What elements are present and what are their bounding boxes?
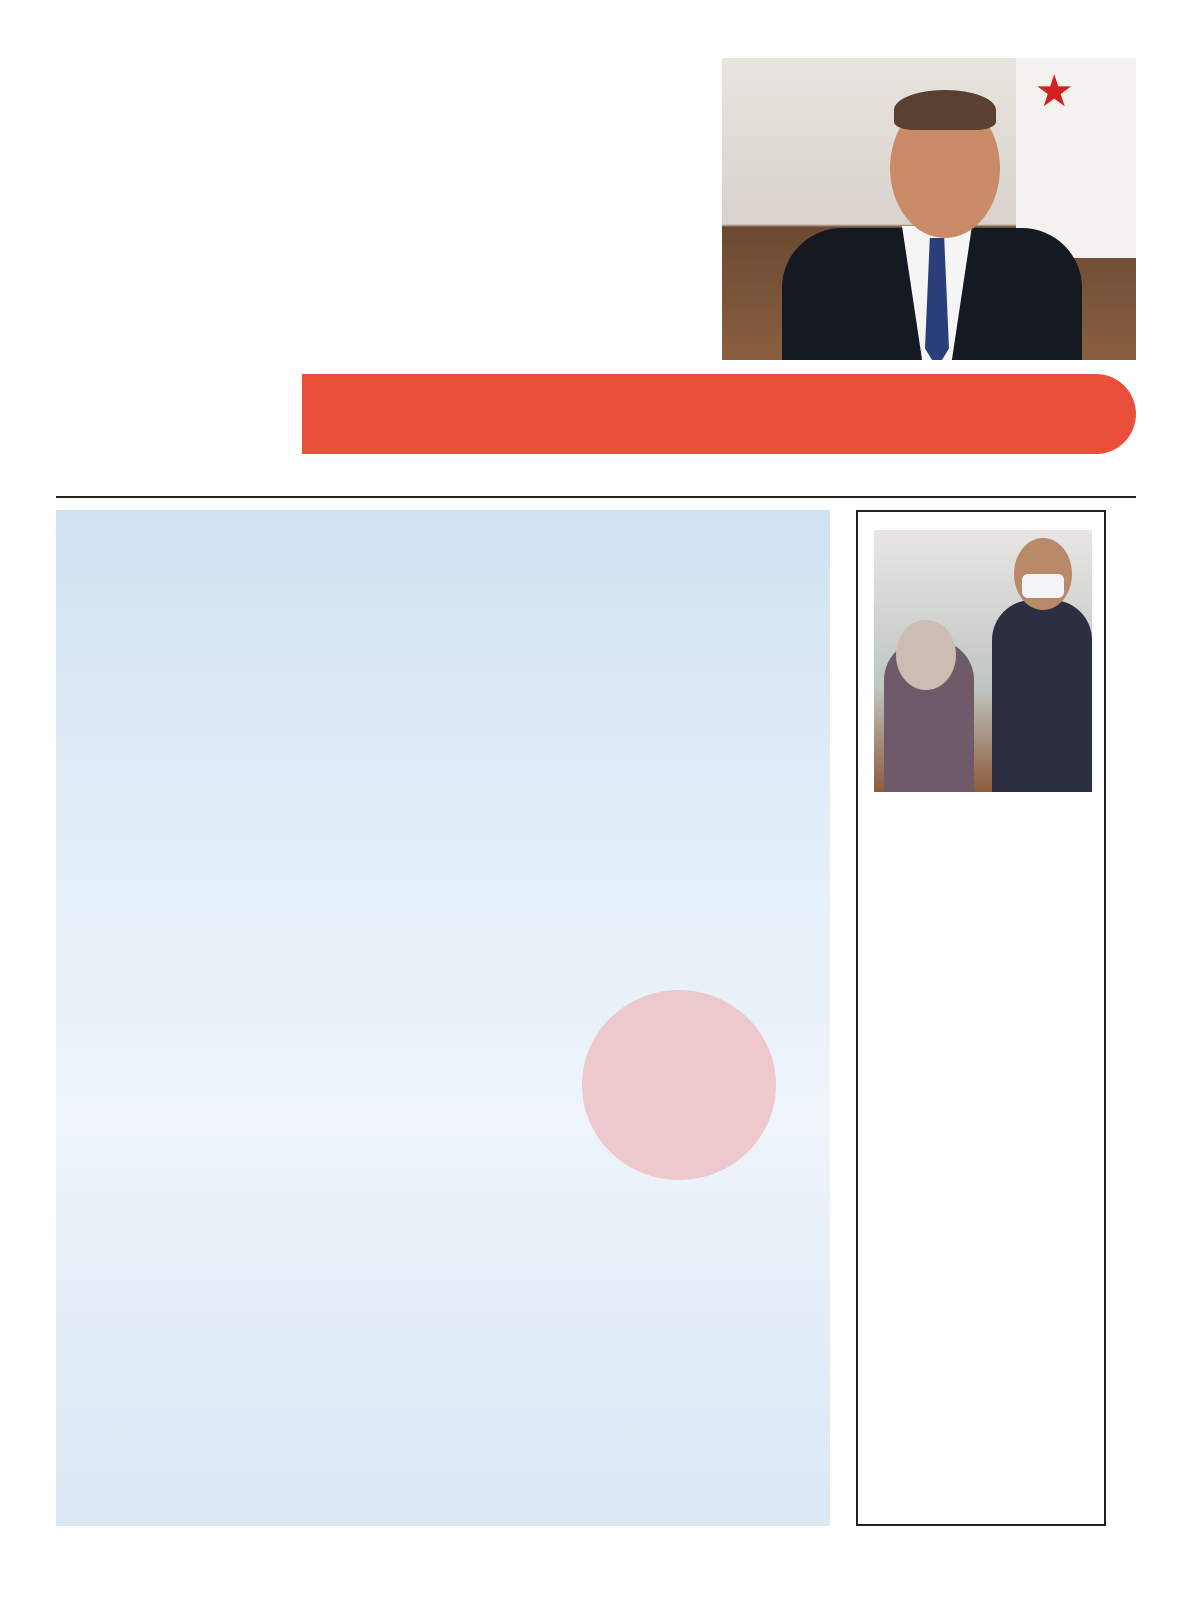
- masthead: [56, 368, 1136, 460]
- star-icon: ★: [1034, 66, 1074, 117]
- memorial-poster: [56, 510, 830, 1526]
- sidebar-story: [856, 510, 1106, 1526]
- visit-photo: [874, 530, 1092, 792]
- minister-photo: [722, 58, 1136, 360]
- masthead-banner: [302, 374, 1136, 454]
- watermark: [582, 990, 776, 1180]
- kha-logo: [56, 368, 344, 460]
- issue-info-bar: [56, 466, 1136, 498]
- flag: [1016, 58, 1136, 258]
